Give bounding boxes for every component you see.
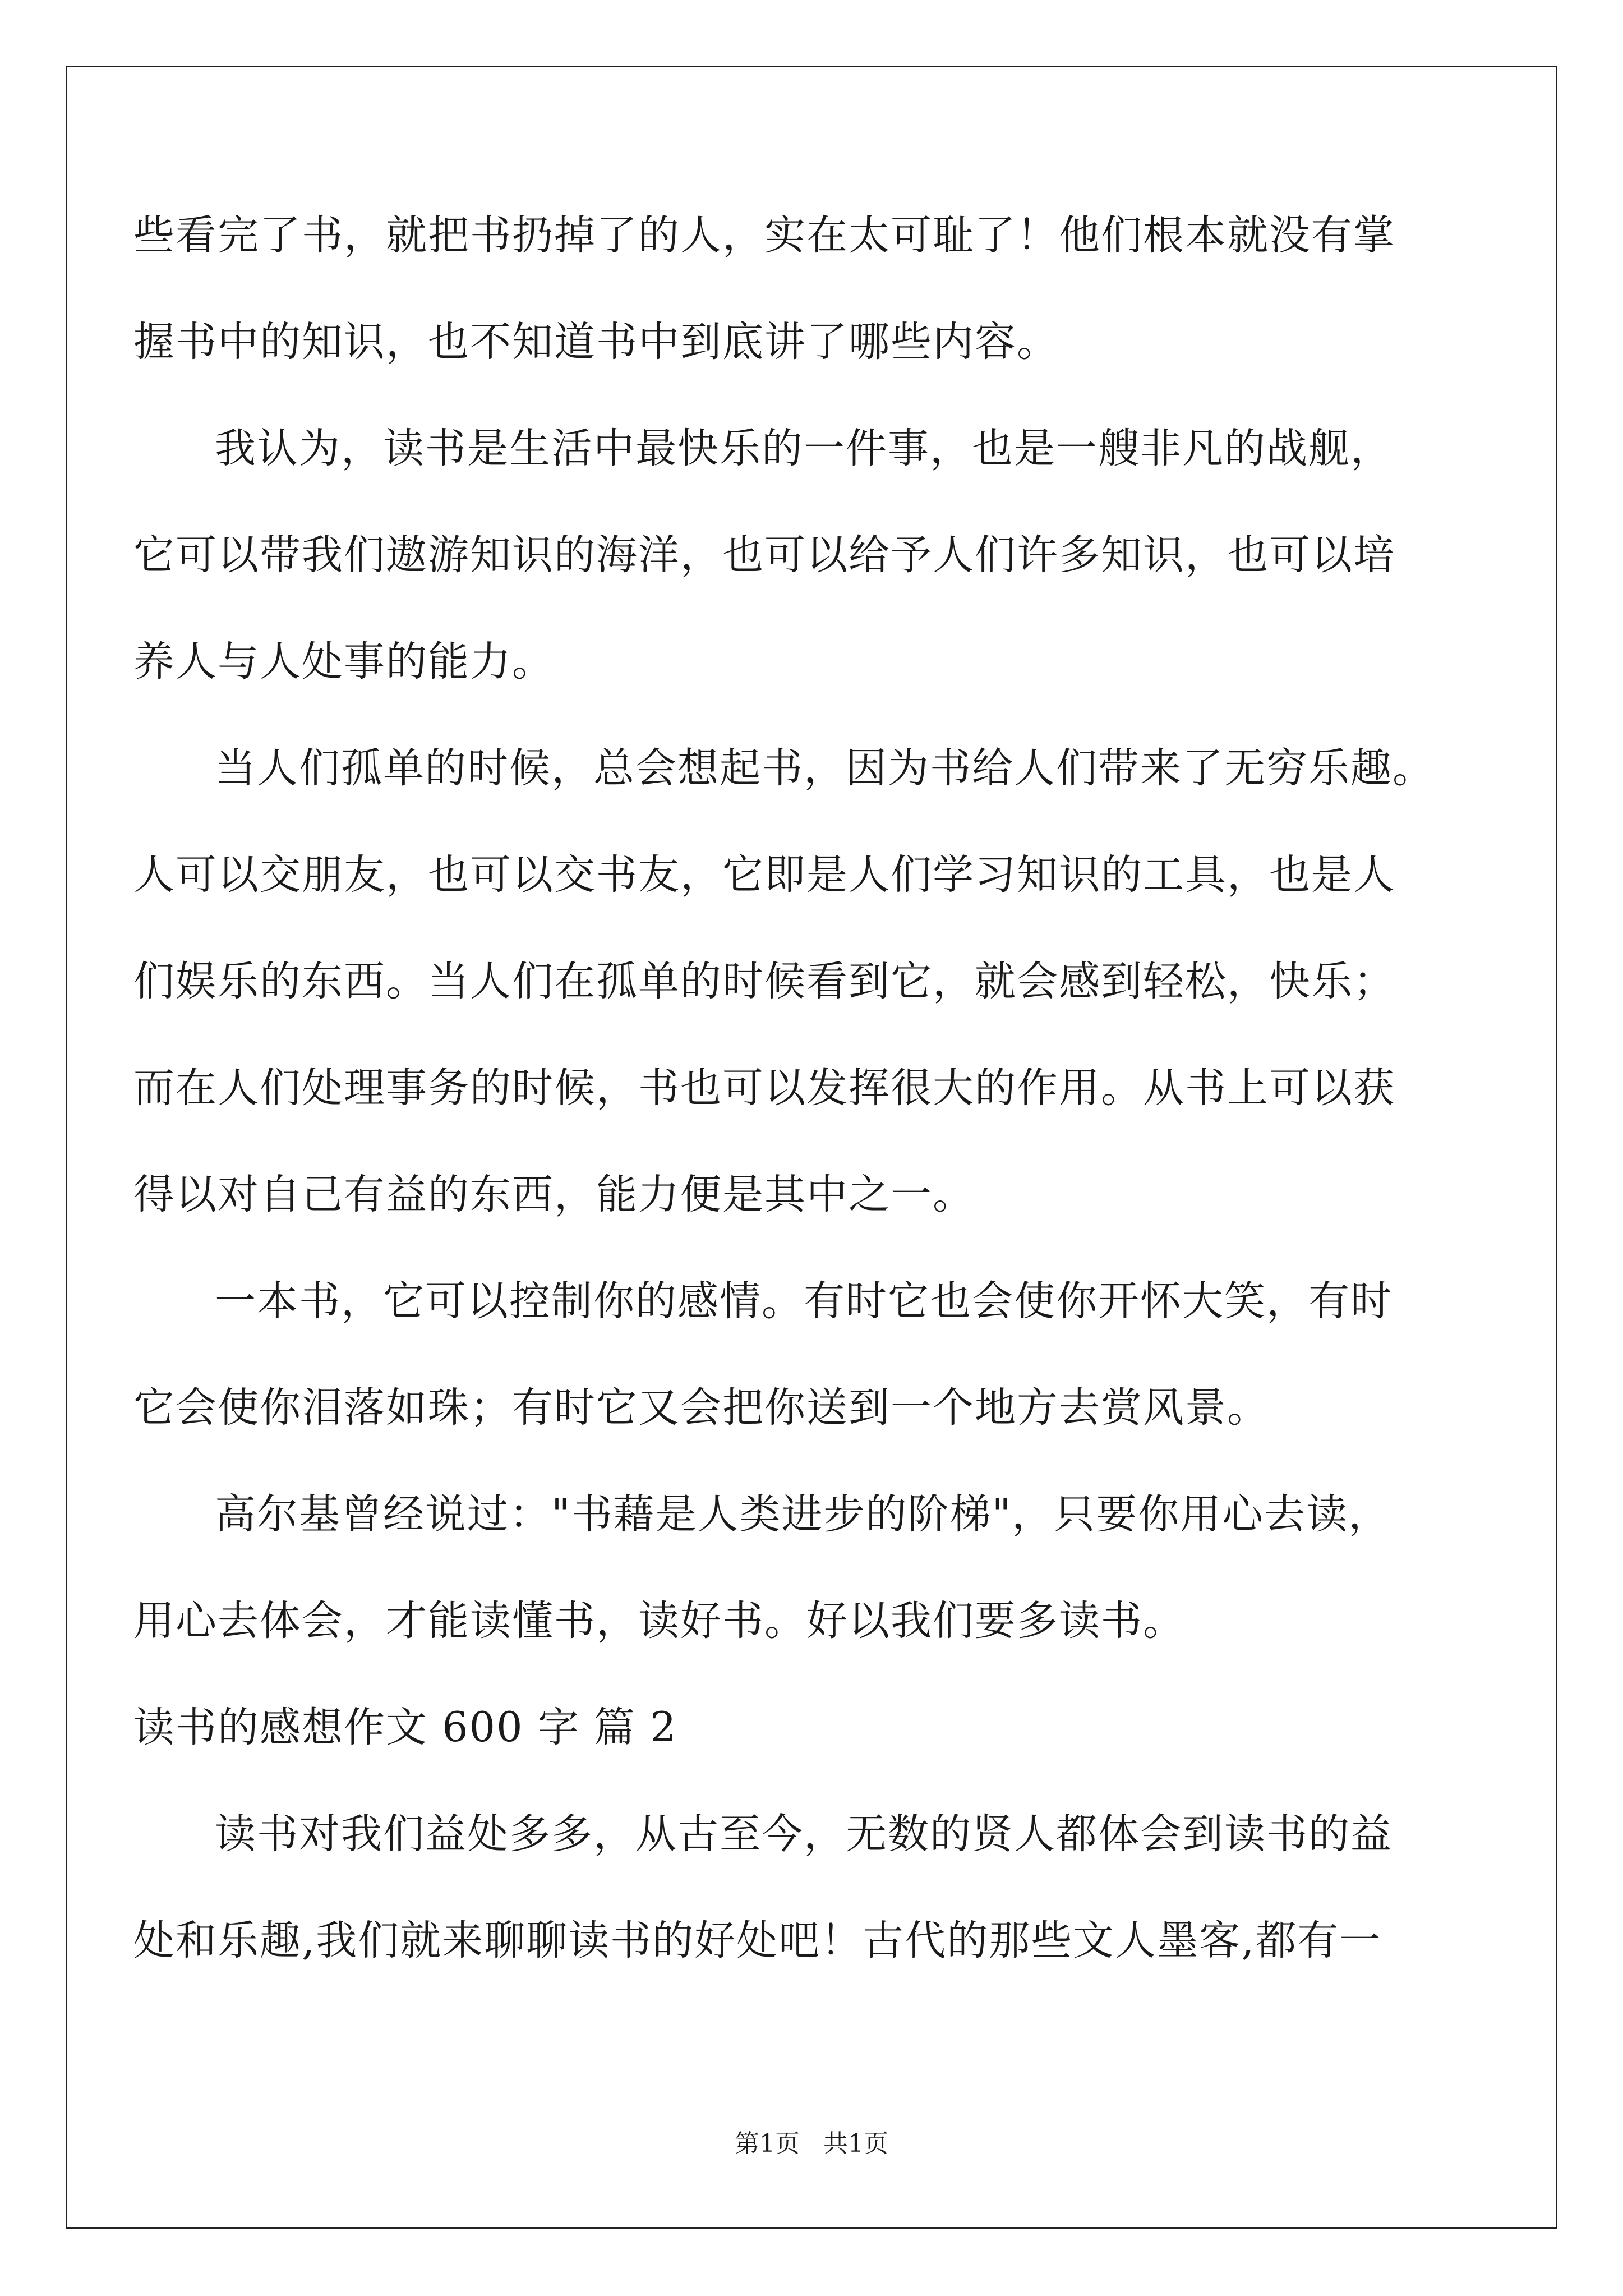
text-line: 它会使你泪落如珠；有时它又会把你送到一个地方去赏风景。 xyxy=(133,1384,1269,1432)
text-line: 人可以交朋友，也可以交书友，它即是人们学习知识的工具，也是人 xyxy=(133,851,1395,899)
text-line: 握书中的知识，也不知道书中到底讲了哪些内容。 xyxy=(133,318,1059,366)
paragraph-start-line: 当人们孤单的时候，总会想起书，因为书给人们带来了无穷乐趣。 xyxy=(215,744,1435,792)
text-line: 些看完了书，就把书扔掉了的人，实在太可耻了！他们根本就没有掌 xyxy=(133,211,1395,259)
paragraph-start-line: 读书对我们益处多多，从古至今，无数的贤人都体会到读书的益 xyxy=(215,1810,1393,1858)
text-line: 得以对自己有益的东西，能力便是其中之一。 xyxy=(133,1171,975,1218)
text-line: 用心去体会，才能读懂书，读好书。好以我们要多读书。 xyxy=(133,1597,1185,1645)
page-border xyxy=(66,66,1557,2229)
text-line: 而在人们处理事务的时候，书也可以发挥很大的作用。从书上可以获 xyxy=(133,1064,1395,1112)
text-line: 们娱乐的东西。当人们在孤单的时候看到它，就会感到轻松，快乐； xyxy=(133,958,1395,1005)
text-line: 养人与人处事的能力。 xyxy=(133,638,554,685)
paragraph-start-line: 高尔基曾经说过："书藉是人类进步的阶梯"，只要你用心去读， xyxy=(215,1490,1391,1538)
text-line: 它可以带我们遨游知识的海洋，也可以给予人们许多知识，也可以培 xyxy=(133,531,1395,579)
text-line: 处和乐趣,我们就来聊聊读书的好处吧！古代的那些文人墨客,都有一 xyxy=(133,1917,1382,1964)
section-heading: 读书的感想作文 600 字 篇 2 xyxy=(133,1704,677,1751)
paragraph-start-line: 我认为，读书是生活中最快乐的一件事，也是一艘非凡的战舰， xyxy=(215,425,1393,472)
paragraph-start-line: 一本书，它可以控制你的感情。有时它也会使你开怀大笑，有时 xyxy=(215,1277,1393,1325)
page-number-footer: 第1页 共1页 xyxy=(735,2129,888,2158)
